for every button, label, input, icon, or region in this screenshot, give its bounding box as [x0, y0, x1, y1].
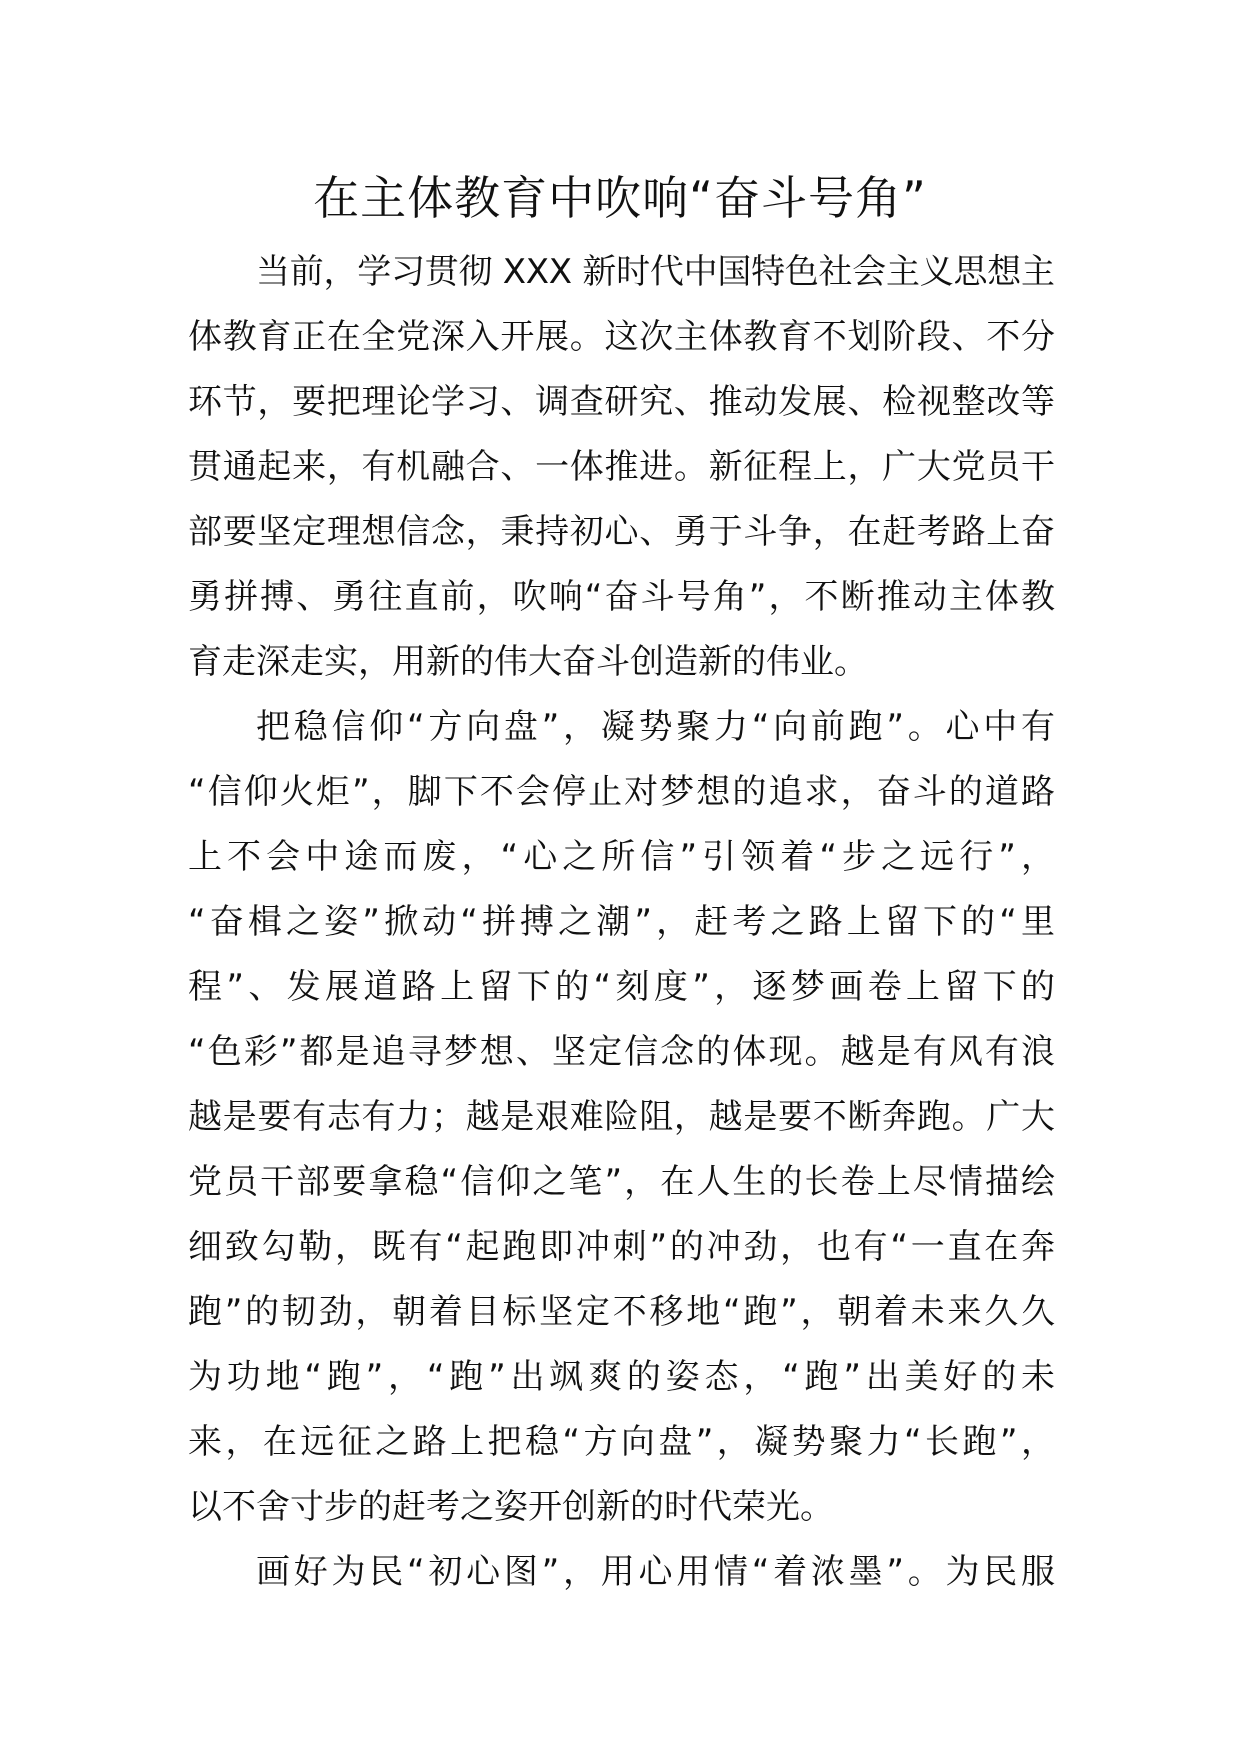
paragraph-line: 体教育正在全党深入开展。这次主体教育不划阶段、不分 [188, 317, 1056, 357]
paragraph-line: 把稳信仰“方向盘”，凝势聚力“向前跑”。心中有 [256, 707, 1059, 747]
paragraph-2 [188, 695, 1061, 1540]
paragraph-line: 越是要有志有力；越是艰难险阻，越是要不断奔跑。广大 [188, 1097, 1056, 1137]
paragraph-line: 上不会中途而废，“心之所信”引领着“步之远行”， [188, 837, 1061, 877]
paragraph-line: 画好为民“初心图”，用心用情“着浓墨”。为民服 [256, 1552, 1059, 1592]
paragraph-line: “奋楫之姿”掀动“拼搏之潮”，赶考之路上留下的“里 [188, 902, 1060, 942]
paragraph-line: 党员干部要拿稳“信仰之笔”，在人生的长卷上尽情描绘 [188, 1162, 1058, 1202]
paragraph-line: “色彩”都是追寻梦想、坚定信念的体现。越是有风有浪 [188, 1032, 1058, 1072]
paragraph-line: 部要坚定理想信念，秉持初心、勇于斗争，在赶考路上奋 [188, 512, 1056, 552]
paragraph-line: 程”、发展道路上留下的“刻度”，逐梦画卷上留下的 [188, 967, 1060, 1007]
paragraph-line: 为功地“跑”，“跑”出飒爽的姿态，“跑”出美好的未 [188, 1357, 1060, 1397]
paragraph-line: 环节，要把理论学习、调查研究、推动发展、检视整改等 [188, 382, 1056, 422]
paragraph-3 [188, 1540, 1059, 1605]
paragraph-line: 跑”的韧劲，朝着目标坚定不移地“跑”，朝着未来久久 [188, 1292, 1058, 1332]
paragraph-line: 以不舍寸步的赶考之姿开创新的时代荣光。 [188, 1487, 834, 1527]
paragraph-line: 勇拼搏、勇往直前，吹响“奋斗号角”，不断推动主体教 [188, 577, 1058, 617]
paragraph-line: 育走深走实，用新的伟大奋斗创造新的伟业。 [188, 642, 868, 682]
paragraph-1 [188, 240, 1058, 695]
paragraph-line: 来，在远征之路上把稳“方向盘”，凝势聚力“长跑”， [188, 1422, 1059, 1462]
paragraph-line: 当前，学习贯彻 XXX 新时代中国特色社会主义思想主 [256, 252, 1055, 292]
paragraph-line: 贯通起来，有机融合、一体推进。新征程上，广大党员干 [188, 447, 1056, 487]
document-title: 在主体教育中吹响“奋斗号角” [313, 171, 927, 225]
paragraph-line: 细致勾勒，既有“起跑即冲刺”的冲劲，也有“一直在奔 [188, 1227, 1058, 1267]
paragraph-line: “信仰火炬”，脚下不会停止对梦想的追求，奋斗的道路 [188, 772, 1058, 812]
document-body [188, 240, 1061, 1605]
